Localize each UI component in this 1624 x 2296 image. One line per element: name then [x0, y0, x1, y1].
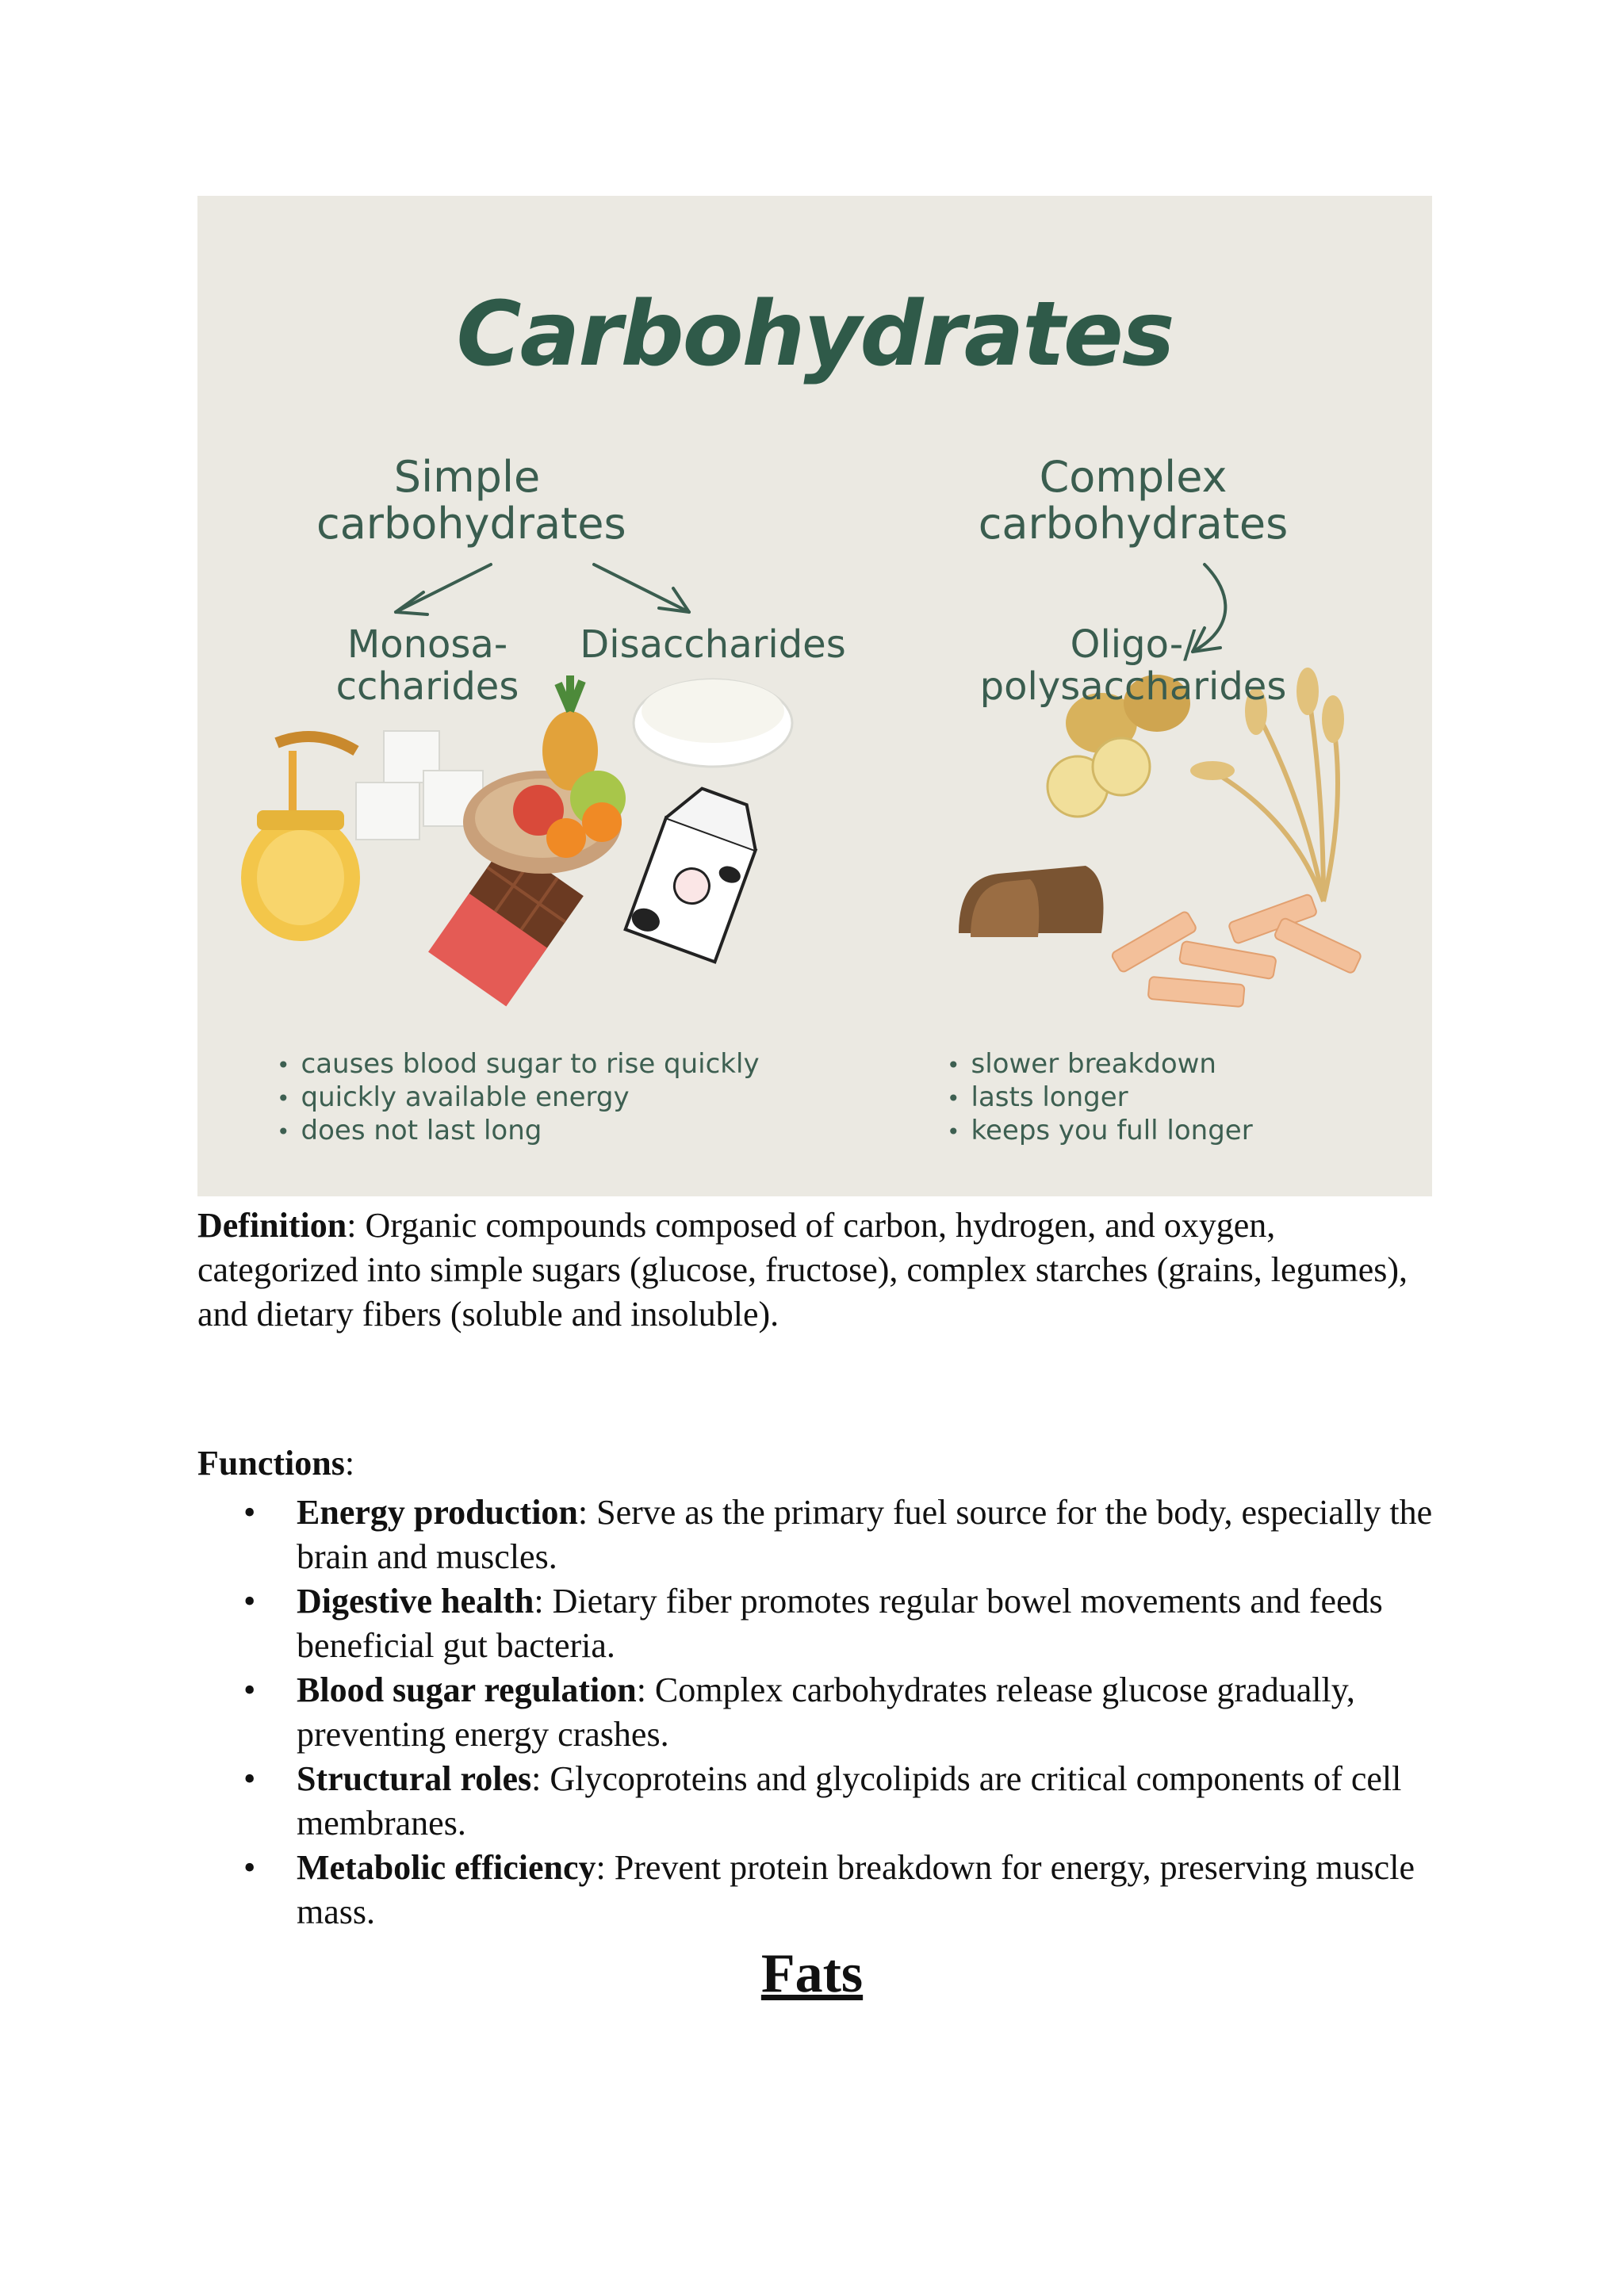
honey-jar-icon — [241, 737, 360, 941]
list-item — [197, 1757, 1442, 1846]
function-term: Structural roles — [297, 1759, 532, 1798]
bullet-icon: • — [243, 1582, 256, 1621]
wheat-grains-icon — [1205, 687, 1338, 901]
list-item: • slower breakdown — [947, 1048, 1253, 1081]
list-item: • does not last long — [277, 1115, 760, 1148]
mono-line1: Monosa- — [347, 622, 508, 667]
oligo-line2: polysaccharides — [979, 664, 1287, 709]
milk-carton-icon — [626, 780, 769, 962]
complex-heading-line2: carbohydrates — [978, 499, 1289, 549]
bullet-icon: • — [243, 1759, 256, 1798]
fats-heading: Fats — [760, 1943, 864, 2004]
pasta-icon — [1111, 894, 1362, 1007]
function-term: Digestive health — [297, 1582, 534, 1621]
list-item — [197, 1668, 1442, 1757]
list-item — [197, 1579, 1442, 1668]
polysaccharides-label — [895, 624, 1371, 708]
complex-heading-line1: Complex — [1039, 452, 1228, 502]
function-term: Metabolic efficiency — [297, 1848, 596, 1887]
simple-carbs-bullets — [277, 1048, 760, 1148]
functions-heading — [197, 1441, 1434, 1486]
simple-heading-line2: carbohydrates — [316, 499, 626, 549]
functions-label: Functions — [197, 1444, 345, 1483]
infographic-title: Carbohydrates — [456, 283, 1174, 386]
arrow-to-monosaccharides-icon — [396, 564, 491, 612]
function-text: : Serve as the primary fuel source for the body, especially the brain and muscles. — [297, 1493, 1433, 1576]
list-item — [197, 1846, 1442, 1934]
monosaccharides-label — [308, 624, 546, 708]
definition-text: : Organic compounds composed of carbon, hydrogen, and oxygen, categorized into simple sugars (glucose, fructose), complex starches (grains, legumes), and dietary fibers (soluble and insoluble). — [197, 1206, 1408, 1334]
definition-label: Definition — [197, 1206, 347, 1245]
complex-carbs-bullets — [947, 1048, 1253, 1148]
simple-carbs-heading — [316, 452, 626, 549]
bread-icon — [959, 866, 1104, 937]
list-item: • lasts longer — [947, 1081, 1253, 1115]
list-item — [197, 1490, 1442, 1579]
bullet-icon: • — [243, 1493, 256, 1532]
function-term: Blood sugar regulation — [297, 1670, 637, 1709]
function-text: : Complex carbohydrates release glucose gradually, preventing energy crashes. — [297, 1670, 1355, 1754]
function-term: Energy production — [297, 1493, 578, 1532]
yogurt-bowl-icon — [634, 679, 792, 767]
carbohydrates-infographic — [197, 196, 1432, 1196]
list-item: • quickly available energy — [277, 1081, 760, 1115]
simple-heading-line1: Simple — [393, 452, 541, 502]
bullet-icon: • — [243, 1670, 256, 1709]
mono-line2: ccharides — [335, 664, 519, 709]
definition-paragraph — [197, 1203, 1434, 1337]
disaccharides-label: Disaccharides — [580, 622, 846, 667]
functions-label-suffix: : — [344, 1444, 355, 1483]
function-text: : Glycoproteins and glycolipids are critical components of cell membranes. — [297, 1759, 1402, 1843]
function-text: : Prevent protein breakdown for energy, preserving muscle mass. — [297, 1848, 1415, 1931]
complex-carbs-heading — [895, 453, 1371, 548]
oligo-line1: Oligo-/ — [1070, 622, 1197, 667]
list-item: • keeps you full longer — [947, 1115, 1253, 1148]
function-text: : Dietary fiber promotes regular bowel movements and feeds beneficial gut bacteria. — [297, 1582, 1383, 1665]
functions-list — [197, 1490, 1442, 1934]
bullet-icon: • — [243, 1848, 256, 1887]
list-item: • causes blood sugar to rise quickly — [277, 1048, 760, 1081]
